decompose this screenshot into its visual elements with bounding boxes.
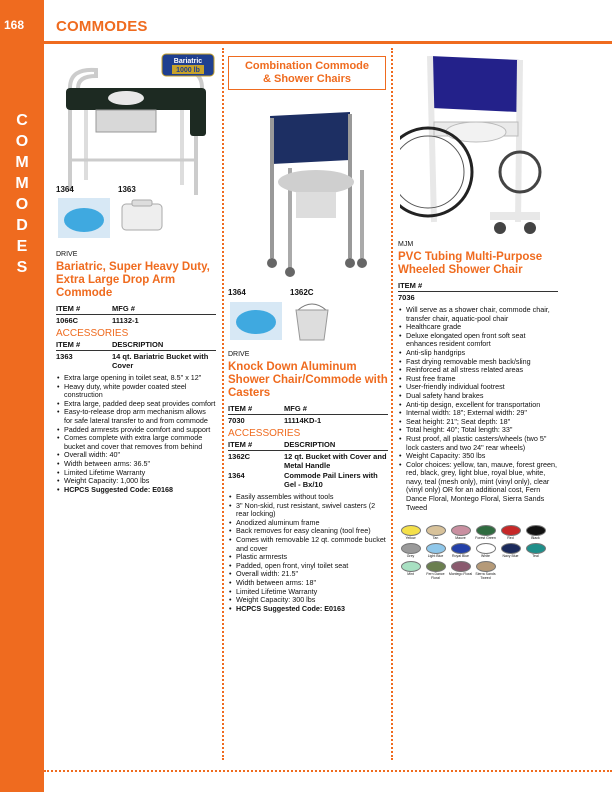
side-letter: S — [16, 259, 28, 276]
feature-item: • Fast drying removable mesh back/sling — [406, 358, 558, 367]
feature-item: • Total height: 40"; Total length: 33" — [406, 426, 558, 435]
product-title: Bariatric, Super Heavy Duty, Extra Large Drop Arm Commode — [56, 261, 210, 299]
feature-item: • Padded, open front, vinyl toilet seat — [236, 562, 388, 571]
svg-text:1000 lb: 1000 lb — [176, 67, 200, 74]
product-column-aluminum — [228, 350, 388, 613]
color-swatch — [398, 525, 423, 540]
swatch-label: Light Blue — [427, 554, 444, 558]
product-column-bariatric — [56, 250, 216, 494]
feature-item: • Comes complete with extra large commode bucket and cover that removes from behind — [64, 434, 216, 451]
color-swatch — [523, 525, 548, 540]
accessories-heading: ACCESSORIES — [56, 328, 129, 339]
color-swatches — [398, 525, 554, 582]
swatch-oval — [476, 525, 496, 536]
feature-item: • Weight Capacity: 300 lbs — [236, 596, 388, 605]
color-swatch — [523, 543, 548, 558]
color-swatch — [498, 543, 523, 558]
item-row: 7030 11114KD-1 — [228, 416, 322, 425]
swatch-oval — [451, 543, 471, 554]
feature-item: • Overall width: 40" — [64, 451, 216, 460]
feature-item: • Width between arms: 18" — [236, 579, 388, 588]
color-swatch — [423, 561, 448, 580]
feature-item: • Padded armrests provide comfort and support — [64, 426, 216, 435]
item-row: 7036 — [398, 293, 415, 302]
side-letter: E — [16, 238, 28, 255]
side-letter: O — [15, 133, 29, 150]
image-label: 1364 — [56, 185, 74, 194]
side-letter: M — [15, 175, 29, 192]
swatch-oval — [401, 525, 421, 536]
pail-liner-image — [228, 300, 284, 342]
feature-item: • Weight Capacity: 350 lbs — [406, 452, 558, 461]
item-row: 1066C 11132-1 — [56, 316, 139, 325]
feature-item: • Internal width: 18"; External width: 29" — [406, 409, 558, 418]
hcpcs-code: • HCPCS Suggested Code: E0163 — [236, 605, 388, 614]
brand-label: DRIVE — [56, 251, 78, 258]
color-swatch — [448, 543, 473, 558]
column-divider — [222, 48, 224, 760]
swatch-oval — [426, 561, 446, 572]
swatch-label: Montego Floral — [448, 572, 473, 576]
accessory-header: ITEM # DESCRIPTION — [228, 440, 388, 451]
footer-rule — [44, 770, 612, 772]
swatch-label: Teal — [532, 554, 539, 558]
side-letter: M — [15, 154, 29, 171]
feature-item: • Anti-slip handgrips — [406, 349, 558, 358]
feature-item: • Overall width: 21.5" — [236, 570, 388, 579]
color-swatch — [473, 561, 498, 580]
page-title: COMMODES — [56, 18, 148, 35]
feature-item: • Width between arms: 36.5" — [64, 460, 216, 469]
bariatric-1000lb-badge — [160, 52, 216, 78]
swatch-label: Red — [507, 536, 514, 540]
color-swatch — [398, 561, 423, 576]
bucket-with-handle-image — [290, 300, 334, 342]
swatch-label: Forest Green — [475, 536, 496, 540]
swatch-oval — [476, 561, 496, 572]
product-title: Knock Down Aluminum Shower Chair/Commode with Casters — [228, 361, 388, 399]
swatch-label: Yellow — [405, 536, 416, 540]
feature-item: • Limited Lifetime Warranty — [236, 588, 388, 597]
swatch-oval — [451, 561, 471, 572]
color-swatch — [423, 543, 448, 558]
swatch-oval — [526, 543, 546, 554]
color-swatch — [498, 525, 523, 540]
swatch-label: Mint — [407, 572, 414, 576]
pvc-shower-chair-image — [400, 52, 550, 237]
feature-item: • Easy-to-release drop arm mechanism allows for safe lateral transfer to and from commode — [64, 408, 216, 425]
section-vertical-word — [0, 110, 44, 278]
feature-item: • Color choices: yellow, tan, mauve, forest green, red, black, grey, light blue, royal blue, white, navy, teal (mesh only), mint (vinyl only), clear (vinyl only) OR for an additional cost, Fern Dance Floral, Montego Floral, Sierra Sands Tweed — [406, 461, 558, 513]
swatch-label: Sierra Sands Tweed — [475, 572, 496, 580]
swatch-oval — [501, 543, 521, 554]
accessory-row: 1362C 12 qt. Bucket with Cover and Metal Handle — [228, 452, 387, 470]
image-label: 1362C — [290, 288, 314, 297]
color-swatch — [448, 525, 473, 540]
feature-list — [398, 306, 558, 512]
header-rule — [44, 41, 612, 44]
feature-item: • Anti-tip design, excellent for transportation — [406, 401, 558, 410]
product-column-pvc — [398, 240, 558, 512]
swatch-label: Royal Blue — [452, 554, 469, 558]
feature-item: • Easily assembles without tools — [236, 493, 388, 502]
feature-item: • Deluxe elongated open front soft seat enhances resident comfort — [406, 332, 558, 349]
brand-label: DRIVE — [228, 351, 250, 358]
swatch-oval — [401, 561, 421, 572]
feature-item: • Limited Lifetime Warranty — [64, 469, 216, 478]
image-label: 1363 — [118, 185, 136, 194]
feature-list — [56, 374, 216, 494]
side-letter: D — [16, 217, 28, 234]
item-header: ITEM # MFG # — [56, 304, 216, 315]
image-label: 1364 — [228, 288, 246, 297]
product-title: PVC Tubing Multi-Purpose Wheeled Shower Chair — [398, 251, 543, 276]
feature-item: • Healthcare grade — [406, 323, 558, 332]
swatch-label: White — [481, 554, 490, 558]
accessory-row: 1364 Commode Pail Liners with Gel - Bx/10 — [228, 471, 378, 489]
brand-label: MJM — [398, 241, 414, 248]
feature-item: • Rust free frame — [406, 375, 558, 384]
swatch-oval — [451, 525, 471, 536]
feature-list — [228, 493, 388, 613]
combination-commode-banner: Combination Commode & Shower Chairs — [228, 56, 386, 90]
side-letter: O — [15, 196, 29, 213]
feature-item: • Seat height: 21"; Seat depth: 18" — [406, 418, 558, 427]
swatch-label: Grey — [406, 554, 415, 558]
hcpcs-code: • HCPCS Suggested Code: E0168 — [64, 486, 216, 495]
swatch-label: Navy Blue — [502, 554, 519, 558]
feature-item: • Rust proof, all plastic casters/wheels (two 5" lock casters and two 24" rear wheels) — [406, 435, 558, 452]
item-header: ITEM # — [398, 281, 558, 292]
feature-item: • Anodized aluminum frame — [236, 519, 388, 528]
swatch-oval — [476, 543, 496, 554]
item-header: ITEM # MFG # — [228, 404, 388, 415]
feature-item: • Dual safety hand brakes — [406, 392, 558, 401]
svg-text:Bariatric: Bariatric — [173, 58, 203, 65]
swatch-label: Tan — [432, 536, 439, 540]
swatch-oval — [426, 543, 446, 554]
swatch-label: Black — [531, 536, 540, 540]
color-swatch — [448, 561, 473, 576]
swatch-label: Mauve — [455, 536, 466, 540]
bariatric-bucket-image — [118, 198, 166, 234]
swatch-oval — [501, 525, 521, 536]
feature-item: • Weight Capacity: 1,000 lbs — [64, 477, 216, 486]
feature-item: • Will serve as a shower chair, commode chair, transfer chair, aquatic-pool chair — [406, 306, 558, 323]
color-swatch — [473, 525, 498, 540]
accessory-header: ITEM # DESCRIPTION — [56, 340, 216, 351]
accessory-row: 1363 14 qt. Bariatric Bucket with Cover — [56, 352, 209, 370]
color-swatch — [423, 525, 448, 540]
color-swatch — [398, 543, 423, 558]
feature-item: • Extra large opening in toilet seat, 8.5" x 12" — [64, 374, 216, 383]
feature-item: • Extra large, padded deep seat provides comfort — [64, 400, 216, 409]
feature-item: • User-friendly individual footrest — [406, 383, 558, 392]
swatch-oval — [426, 525, 446, 536]
feature-item: • Plastic armrests — [236, 553, 388, 562]
swatch-label: Fern Dance Floral — [426, 572, 445, 580]
page-number: 168 — [4, 18, 25, 32]
swatch-oval — [526, 525, 546, 536]
feature-item: • Reinforced at all stress related areas — [406, 366, 558, 375]
feature-item: • Back removes for easy cleaning (tool free) — [236, 527, 388, 536]
feature-item: • 3" Non-skid, rust resistant, swivel casters (2 rear locking) — [236, 502, 388, 519]
feature-item: • Comes with removable 12 qt. commode bucket and cover — [236, 536, 388, 553]
accessories-heading: ACCESSORIES — [228, 428, 301, 439]
aluminum-shower-chair-image — [250, 108, 370, 280]
pail-liner-image — [56, 196, 112, 240]
side-letter: C — [16, 112, 28, 129]
feature-item: • Heavy duty, white powder coated steel construction — [64, 383, 216, 400]
swatch-oval — [401, 543, 421, 554]
column-divider — [391, 48, 393, 760]
color-swatch — [473, 543, 498, 558]
